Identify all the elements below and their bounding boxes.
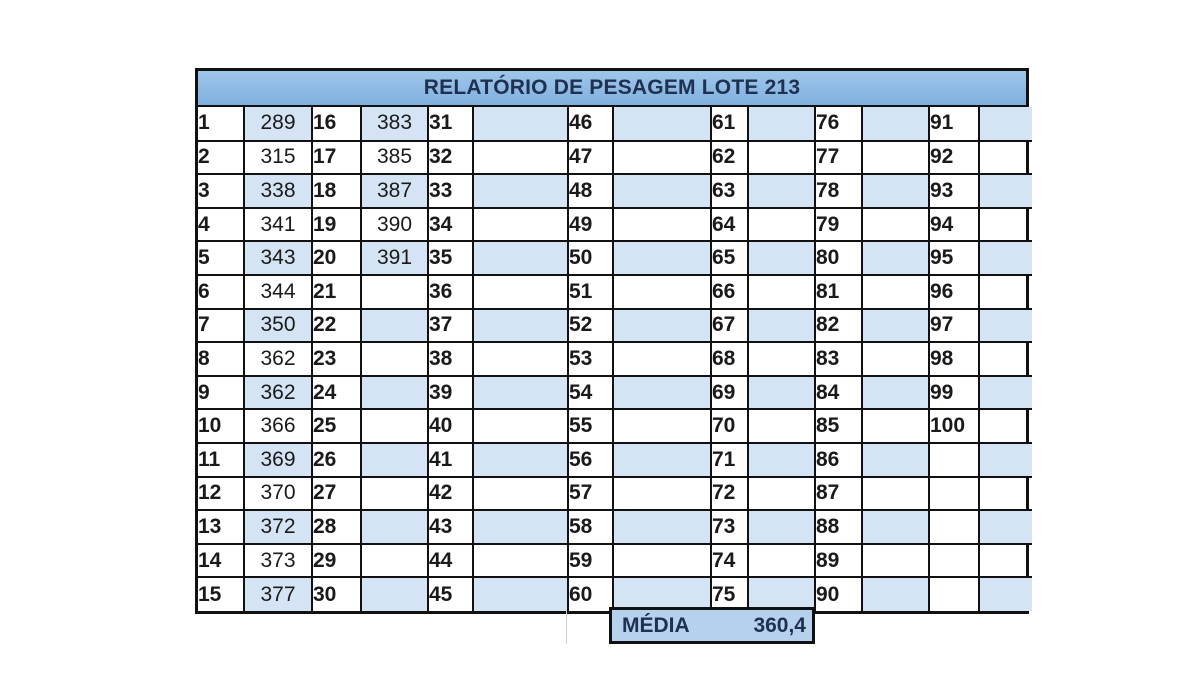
weight-value-cell (473, 141, 568, 175)
weighing-table (198, 107, 1032, 611)
weight-value-cell (473, 241, 568, 275)
table-row (198, 309, 1032, 343)
animal-number-cell: 43 (428, 510, 473, 544)
weight-value-cell (748, 241, 815, 275)
animal-number-cell (929, 544, 979, 578)
animal-number-cell: 49 (568, 208, 613, 242)
animal-number-cell: 6 (198, 275, 244, 309)
weight-value-cell (361, 376, 428, 410)
weight-value-cell (361, 510, 428, 544)
animal-number-cell: 95 (929, 241, 979, 275)
animal-number-cell: 99 (929, 376, 979, 410)
weight-value-cell (862, 107, 929, 141)
animal-number-cell: 83 (815, 342, 862, 376)
animal-number-cell: 53 (568, 342, 613, 376)
animal-number-cell: 72 (711, 477, 748, 511)
weight-value-cell (748, 577, 815, 611)
animal-number-cell: 37 (428, 309, 473, 343)
weight-value-cell (862, 409, 929, 443)
weight-value-cell (361, 342, 428, 376)
animal-number-cell: 89 (815, 544, 862, 578)
average-label: MÉDIA (622, 613, 690, 637)
table-row (198, 342, 1032, 376)
animal-number-cell: 55 (568, 409, 613, 443)
animal-number-cell: 87 (815, 477, 862, 511)
animal-number-cell: 26 (312, 443, 361, 477)
weight-value-cell (979, 477, 1032, 511)
weight-value-cell (748, 141, 815, 175)
report-title: RELATÓRIO DE PESAGEM LOTE 213 (198, 71, 1026, 107)
animal-number-cell: 35 (428, 241, 473, 275)
table-row (198, 241, 1032, 275)
animal-number-cell (929, 577, 979, 611)
weight-value-cell (361, 443, 428, 477)
animal-number-cell: 67 (711, 309, 748, 343)
weight-value-cell (473, 309, 568, 343)
weight-value-cell: 315 (244, 141, 312, 175)
animal-number-cell: 13 (198, 510, 244, 544)
animal-number-cell: 51 (568, 275, 613, 309)
animal-number-cell: 39 (428, 376, 473, 410)
weight-value-cell: 383 (361, 107, 428, 141)
sheet-gridline (566, 610, 567, 644)
weight-value-cell (473, 376, 568, 410)
weight-value-cell: 338 (244, 174, 312, 208)
animal-number-cell: 8 (198, 342, 244, 376)
weight-value-cell (979, 510, 1032, 544)
animal-number-cell: 71 (711, 443, 748, 477)
animal-number-cell: 41 (428, 443, 473, 477)
weight-value-cell (613, 443, 711, 477)
animal-number-cell: 47 (568, 141, 613, 175)
weight-value-cell (361, 409, 428, 443)
animal-number-cell: 25 (312, 409, 361, 443)
animal-number-cell: 2 (198, 141, 244, 175)
animal-number-cell: 77 (815, 141, 862, 175)
animal-number-cell: 44 (428, 544, 473, 578)
weight-value-cell (748, 275, 815, 309)
animal-number-cell: 81 (815, 275, 862, 309)
animal-number-cell: 3 (198, 174, 244, 208)
animal-number-cell: 96 (929, 275, 979, 309)
animal-number-cell: 57 (568, 477, 613, 511)
animal-number-cell: 62 (711, 141, 748, 175)
weight-value-cell (361, 309, 428, 343)
weight-value-cell (979, 544, 1032, 578)
weighing-report-sheet (195, 68, 1029, 614)
weight-value-cell (979, 107, 1032, 141)
animal-number-cell: 64 (711, 208, 748, 242)
table-row (198, 376, 1032, 410)
animal-number-cell: 42 (428, 477, 473, 511)
animal-number-cell: 85 (815, 409, 862, 443)
animal-number-cell: 11 (198, 443, 244, 477)
animal-number-cell: 61 (711, 107, 748, 141)
animal-number-cell: 14 (198, 544, 244, 578)
table-row (198, 510, 1032, 544)
animal-number-cell: 1 (198, 107, 244, 141)
weight-value-cell (613, 208, 711, 242)
animal-number-cell (929, 510, 979, 544)
weight-value-cell (473, 409, 568, 443)
table-row (198, 141, 1032, 175)
weight-value-cell (862, 477, 929, 511)
animal-number-cell: 97 (929, 309, 979, 343)
animal-number-cell: 29 (312, 544, 361, 578)
animal-number-cell: 94 (929, 208, 979, 242)
weight-value-cell (748, 376, 815, 410)
weight-value-cell: 373 (244, 544, 312, 578)
weight-value-cell (748, 309, 815, 343)
weight-value-cell (361, 544, 428, 578)
animal-number-cell: 86 (815, 443, 862, 477)
animal-number-cell: 27 (312, 477, 361, 511)
weight-value-cell (473, 174, 568, 208)
weight-value-cell (361, 477, 428, 511)
average-value: 360,4 (753, 613, 806, 637)
weight-value-cell (862, 174, 929, 208)
weight-value-cell (862, 275, 929, 309)
weight-value-cell (613, 141, 711, 175)
weight-value-cell (613, 510, 711, 544)
animal-number-cell: 7 (198, 309, 244, 343)
weight-value-cell (613, 409, 711, 443)
animal-number-cell: 70 (711, 409, 748, 443)
animal-number-cell: 52 (568, 309, 613, 343)
weight-value-cell (862, 208, 929, 242)
weight-value-cell: 390 (361, 208, 428, 242)
animal-number-cell: 84 (815, 376, 862, 410)
animal-number-cell: 9 (198, 376, 244, 410)
weight-value-cell (473, 577, 568, 611)
animal-number-cell: 68 (711, 342, 748, 376)
animal-number-cell: 15 (198, 577, 244, 611)
weight-value-cell: 377 (244, 577, 312, 611)
weight-value-cell (979, 208, 1032, 242)
weight-value-cell (748, 544, 815, 578)
table-row (198, 107, 1032, 141)
animal-number-cell: 50 (568, 241, 613, 275)
animal-number-cell: 24 (312, 376, 361, 410)
average-box (609, 607, 815, 644)
weight-value-cell (862, 309, 929, 343)
animal-number-cell: 46 (568, 107, 613, 141)
animal-number-cell: 30 (312, 577, 361, 611)
weight-value-cell (473, 443, 568, 477)
weight-value-cell: 362 (244, 342, 312, 376)
weight-value-cell (613, 107, 711, 141)
weight-value-cell (979, 141, 1032, 175)
weight-value-cell (979, 577, 1032, 611)
weight-value-cell (473, 107, 568, 141)
animal-number-cell: 33 (428, 174, 473, 208)
animal-number-cell: 5 (198, 241, 244, 275)
weight-value-cell (748, 208, 815, 242)
animal-number-cell: 74 (711, 544, 748, 578)
animal-number-cell: 98 (929, 342, 979, 376)
animal-number-cell: 91 (929, 107, 979, 141)
weight-value-cell (979, 174, 1032, 208)
weight-value-cell (979, 443, 1032, 477)
animal-number-cell: 19 (312, 208, 361, 242)
animal-number-cell: 16 (312, 107, 361, 141)
animal-number-cell: 21 (312, 275, 361, 309)
animal-number-cell: 10 (198, 409, 244, 443)
animal-number-cell: 100 (929, 409, 979, 443)
weight-value-cell (748, 477, 815, 511)
animal-number-cell: 69 (711, 376, 748, 410)
animal-number-cell: 80 (815, 241, 862, 275)
weight-value-cell (613, 477, 711, 511)
animal-number-cell: 28 (312, 510, 361, 544)
weight-value-cell (361, 577, 428, 611)
weight-value-cell (613, 309, 711, 343)
animal-number-cell: 22 (312, 309, 361, 343)
animal-number-cell: 40 (428, 409, 473, 443)
weight-value-cell (862, 544, 929, 578)
weight-value-cell (979, 376, 1032, 410)
animal-number-cell (929, 477, 979, 511)
weight-value-cell (979, 409, 1032, 443)
animal-number-cell: 18 (312, 174, 361, 208)
weight-value-cell (473, 477, 568, 511)
table-row (198, 275, 1032, 309)
animal-number-cell: 56 (568, 443, 613, 477)
animal-number-cell: 90 (815, 577, 862, 611)
animal-number-cell: 48 (568, 174, 613, 208)
weight-value-cell (862, 443, 929, 477)
weight-value-cell: 387 (361, 174, 428, 208)
weight-value-cell: 362 (244, 376, 312, 410)
animal-number-cell: 76 (815, 107, 862, 141)
weight-value-cell (473, 510, 568, 544)
weight-value-cell (862, 141, 929, 175)
animal-number-cell: 92 (929, 141, 979, 175)
weight-value-cell (361, 275, 428, 309)
animal-number-cell: 73 (711, 510, 748, 544)
weight-value-cell (473, 275, 568, 309)
animal-number-cell: 4 (198, 208, 244, 242)
weight-value-cell (862, 241, 929, 275)
table-row (198, 443, 1032, 477)
animal-number-cell: 59 (568, 544, 613, 578)
table-row (198, 544, 1032, 578)
weight-value-cell (613, 544, 711, 578)
animal-number-cell: 60 (568, 577, 613, 611)
animal-number-cell: 78 (815, 174, 862, 208)
animal-number-cell: 23 (312, 342, 361, 376)
animal-number-cell: 20 (312, 241, 361, 275)
weight-value-cell (979, 241, 1032, 275)
weight-value-cell (613, 376, 711, 410)
animal-number-cell: 82 (815, 309, 862, 343)
weight-value-cell: 289 (244, 107, 312, 141)
weight-value-cell (748, 510, 815, 544)
weight-value-cell: 372 (244, 510, 312, 544)
weight-value-cell (613, 241, 711, 275)
animal-number-cell: 79 (815, 208, 862, 242)
weight-value-cell (748, 342, 815, 376)
animal-number-cell: 32 (428, 141, 473, 175)
animal-number-cell: 54 (568, 376, 613, 410)
weight-value-cell (862, 510, 929, 544)
animal-number-cell: 75 (711, 577, 748, 611)
weight-value-cell: 385 (361, 141, 428, 175)
weight-value-cell (473, 544, 568, 578)
weight-value-cell (748, 174, 815, 208)
weight-value-cell (748, 409, 815, 443)
weight-value-cell (613, 577, 711, 611)
weight-value-cell (748, 107, 815, 141)
animal-number-cell (929, 443, 979, 477)
weight-value-cell (862, 376, 929, 410)
weight-value-cell: 366 (244, 409, 312, 443)
weight-value-cell (862, 577, 929, 611)
weight-value-cell: 344 (244, 275, 312, 309)
weight-value-cell (613, 174, 711, 208)
animal-number-cell: 31 (428, 107, 473, 141)
animal-number-cell: 58 (568, 510, 613, 544)
weight-value-cell (613, 275, 711, 309)
animal-number-cell: 66 (711, 275, 748, 309)
animal-number-cell: 34 (428, 208, 473, 242)
weight-value-cell (979, 309, 1032, 343)
weight-value-cell: 341 (244, 208, 312, 242)
weight-value-cell (979, 275, 1032, 309)
weight-value-cell (862, 342, 929, 376)
animal-number-cell: 88 (815, 510, 862, 544)
animal-number-cell: 36 (428, 275, 473, 309)
animal-number-cell: 12 (198, 477, 244, 511)
weight-value-cell (473, 208, 568, 242)
table-row (198, 174, 1032, 208)
animal-number-cell: 38 (428, 342, 473, 376)
animal-number-cell: 65 (711, 241, 748, 275)
table-row (198, 577, 1032, 611)
animal-number-cell: 17 (312, 141, 361, 175)
weight-value-cell (748, 443, 815, 477)
weight-value-cell (979, 342, 1032, 376)
table-row (198, 409, 1032, 443)
animal-number-cell: 63 (711, 174, 748, 208)
weight-value-cell: 350 (244, 309, 312, 343)
animal-number-cell: 93 (929, 174, 979, 208)
weight-value-cell: 391 (361, 241, 428, 275)
table-row (198, 208, 1032, 242)
table-row (198, 477, 1032, 511)
weight-value-cell (473, 342, 568, 376)
weight-value-cell: 369 (244, 443, 312, 477)
weight-value-cell: 343 (244, 241, 312, 275)
weight-value-cell (613, 342, 711, 376)
weight-value-cell: 370 (244, 477, 312, 511)
animal-number-cell: 45 (428, 577, 473, 611)
